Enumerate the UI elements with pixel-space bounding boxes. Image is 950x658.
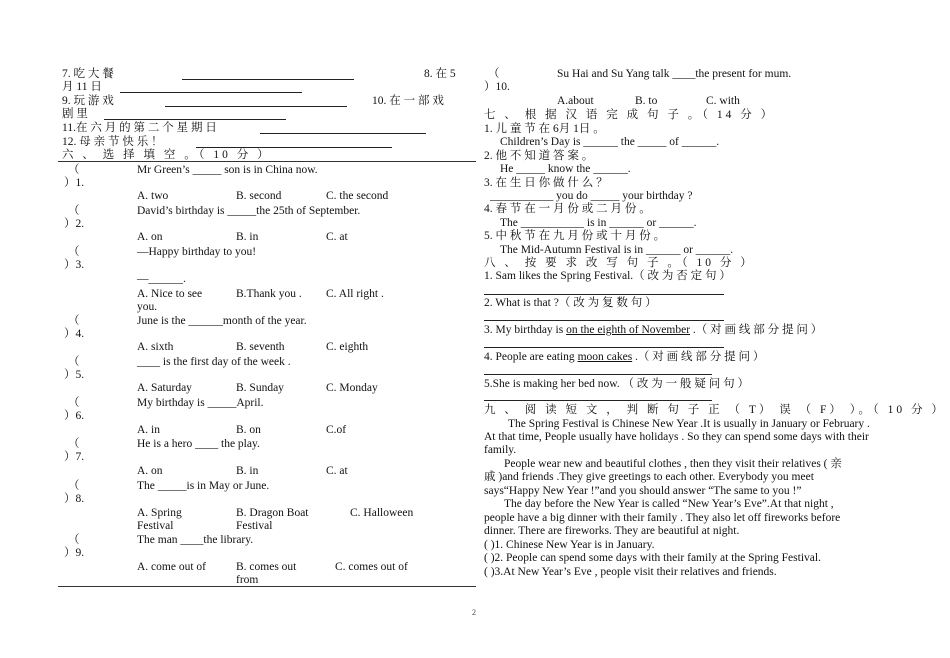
q3-option-a-cont: you. [137, 301, 158, 313]
s7-item-4-chinese: 4. 春 节 在 一 月 份 或 二 月 份 。 [484, 203, 651, 215]
s8-item-1: 1. Sam likes the Spring Festival.（ 改 为 否 定 句 ） [484, 270, 731, 282]
q7-option-a: A. on [137, 465, 163, 477]
item-8-answer-line [120, 92, 302, 93]
s7-item-5-english: The Mid-Autumn Festival is in ______ or ______. [500, 244, 734, 256]
s7-item-5-chinese: 5. 中 秋 节 在 九 月 份 或 十 月 份 。 [484, 230, 666, 242]
s8-item-3-pre: 3. My birthday is [484, 324, 567, 336]
s8-item-4-underlined: moon cakes [577, 351, 633, 363]
q2-option-b: B. in [236, 231, 259, 243]
q8-option-b: B. Dragon Boat [236, 507, 309, 519]
q10-stem: Su Hai and Su Yang talk ____the present for mum. [557, 68, 792, 80]
q3-number: ）3. [64, 259, 85, 271]
s8-item-5: 5.She is making her bed now. （ 改 为 一 般 疑 问 句 ） [484, 378, 750, 390]
q1-number: ）1. [64, 177, 85, 189]
item-10-label-cont: 剧 里 [62, 108, 88, 120]
item-8-label: 8. 在 5 [424, 68, 456, 80]
q2-stem: David’s birthday is _____the 25th of September. [137, 205, 361, 217]
q3-paren: （ [68, 246, 80, 258]
q4-stem: June is the ______month of the year. [137, 315, 307, 327]
judge-item-1: ( )1. Chinese New Year is in January. [484, 539, 655, 551]
q8-option-a: A. Spring [137, 507, 182, 519]
s8-item-3 [484, 324, 822, 337]
s7-item-1-chinese: 1. 儿 童 节 在 6月 1日 。 [484, 123, 605, 135]
q1-option-a: A. two [137, 190, 169, 202]
q4-option-b: B. seventh [236, 341, 285, 353]
q9-option-b-cont: from [236, 574, 259, 586]
item-10-label: 10. 在 一 部 戏 [372, 95, 444, 107]
s8-item-4-answer-line [484, 374, 712, 375]
q5-stem: ____ is the first day of the week . [137, 356, 291, 368]
q6-option-a: A. in [137, 424, 160, 436]
s7-item-2-english: He _____ know the ______. [500, 163, 631, 175]
q8-number: ）8. [64, 493, 85, 505]
q9-option-c: C. comes out of [335, 561, 408, 573]
q4-number: ）4. [64, 328, 85, 340]
item-10-answer-line [104, 119, 286, 120]
q7-paren: （ [68, 438, 80, 450]
q10-option-c: C. with [706, 95, 740, 107]
s7-item-4-english: The ___________ is in ______ or ______. [500, 217, 697, 229]
s8-item-4 [484, 351, 764, 364]
item-11-label: 11.在 六 月 的 第 二 个 星 期 日 [62, 122, 217, 134]
item-9-answer-line [165, 106, 347, 107]
section-9-title: 九 、 阅 读 短 文 ， 判 断 句 子 正 （ T） 误 （ F） ）。（ 10 分 ） [484, 404, 946, 416]
q10-number: ）10. [484, 81, 510, 93]
passage-line-2: At that time, People usually have holidays . So they can spend some days with their [484, 431, 869, 443]
q8-option-b-cont: Festival [236, 520, 273, 532]
q1-option-b: B. second [236, 190, 282, 202]
passage-line-1: The Spring Festival is Chinese New Year .It is usually in January or February . [508, 418, 870, 430]
q3-option-a: A. Nice to see [137, 288, 203, 300]
q1-paren: （ [68, 164, 80, 176]
q6-paren: （ [68, 397, 80, 409]
q9-number: ）9. [64, 547, 85, 559]
q6-option-b: B. on [236, 424, 261, 436]
s8-item-4-pre: 4. People are eating [484, 351, 578, 363]
q3-option-b: B.Thank you . [236, 288, 302, 300]
s7-item-2-chinese: 2. 他 不 知 道 答 案 。 [484, 150, 594, 162]
passage-line-6: says“Happy New Year !”and you should answer “The same to you !” [484, 485, 802, 497]
s8-item-2-answer-line [484, 320, 724, 321]
judge-item-3: ( )3.At New Year’s Eve , people visit their relatives and friends. [484, 566, 777, 578]
q10-option-b: B. to [635, 95, 658, 107]
s7-item-3-chinese: 3. 在 生 日 你 做 什 么 ？ [484, 177, 608, 189]
q6-stem: My birthday is _____April. [137, 397, 264, 409]
q4-option-a: A. sixth [137, 341, 174, 353]
q1-option-c: C. the second [326, 190, 389, 202]
q3-stem-reply: —______. [137, 273, 186, 285]
q10-option-a: A.about [557, 95, 594, 107]
q5-option-b: B. Sunday [236, 382, 284, 394]
q3-stem: —Happy birthday to you! [137, 246, 257, 258]
section-6-title: 六 、 选 择 填 空 。（ 10 分 ） [62, 149, 272, 161]
s7-item-3-english: ___________ you do _____ your birthday ? [490, 190, 693, 202]
passage-line-5: 戚 )and friends .They give greetings to each other. Everybody you meet [484, 471, 814, 483]
q10-paren: （ [488, 68, 500, 80]
page-number: 2 [472, 608, 476, 617]
q4-option-c: C. eighth [326, 341, 369, 353]
s8-item-5-answer-line [484, 400, 712, 401]
passage-line-7: The day before the New Year is called “New Year’s Eve”.At that night , [504, 498, 834, 510]
item-12-answer-line [196, 147, 392, 148]
q7-number: ）7. [64, 451, 85, 463]
passage-line-3: family. [484, 444, 517, 456]
s8-item-4-post: .（ 对 画 线 部 分 提 问 ） [632, 351, 765, 363]
section-8-title: 八 、 按 要 求 改 写 句 子 。（ 10 分 ） [484, 257, 755, 269]
s8-item-3-answer-line [484, 347, 724, 348]
passage-line-9: dinner. There are fireworks. They are beautiful at night. [484, 525, 740, 537]
q8-paren: （ [68, 480, 80, 492]
s8-item-1-answer-line [484, 294, 724, 295]
q4-paren: （ [68, 315, 80, 327]
q9-option-b: B. comes out [236, 561, 297, 573]
section-7-title: 七 、 根 据 汉 语 完 成 句 子 。（ 14 分 ） [484, 109, 776, 121]
passage-line-4: People wear new and beautiful clothes , then they visit their relatives ( 亲 [504, 458, 842, 470]
q8-option-a-cont: Festival [137, 520, 174, 532]
q7-option-b: B. in [236, 465, 259, 477]
q2-paren: （ [68, 205, 80, 217]
q6-number: ）6. [64, 410, 85, 422]
q9-paren: （ [68, 534, 80, 546]
q3-option-c: C. All right . [326, 288, 384, 300]
q5-option-c: C. Monday [326, 382, 378, 394]
q8-stem: The _____is in May or June. [137, 480, 270, 492]
q2-number: ）2. [64, 218, 85, 230]
q6-option-c: C.of [326, 424, 347, 436]
item-8-label-cont: 月 11 日 [62, 81, 102, 93]
q2-option-a: A. on [137, 231, 163, 243]
s8-item-3-underlined: on the eighth of November [566, 324, 691, 336]
q1-stem: Mr Green’s _____ son is in China now. [137, 164, 318, 176]
q8-option-c: C. Halloween [350, 507, 414, 519]
s7-item-1-english: Children’s Day is ______ the _____ of ______. [500, 136, 720, 148]
q9-stem: The man ____the library. [137, 534, 254, 546]
item-11-answer-line [260, 133, 426, 134]
q5-option-a: A. Saturday [137, 382, 192, 394]
q5-number: ）5. [64, 369, 85, 381]
section-6-rule [58, 161, 476, 162]
item-7-label: 7. 吃 大 餐 [62, 68, 114, 80]
q2-option-c: C. at [326, 231, 348, 243]
q7-stem: He is a hero ____ the play. [137, 438, 260, 450]
q5-paren: （ [68, 356, 80, 368]
s8-item-3-post: .（ 对 画 线 部 分 提 问 ） [690, 324, 823, 336]
item-7-answer-line [182, 79, 354, 80]
q7-option-c: C. at [326, 465, 348, 477]
item-12-label: 12. 母 亲 节 快 乐 ！ [62, 136, 163, 148]
passage-line-8: people have a big dinner with their family . They also let off fireworks before [484, 512, 841, 524]
judge-item-2: ( )2. People can spend some days with their family at the Spring Festival. [484, 552, 821, 564]
s8-item-2: 2. What is that ?（ 改 为 复 数 句 ） [484, 297, 657, 309]
left-column-bottom-rule [58, 586, 476, 587]
item-9-label: 9. 玩 游 戏 [62, 95, 114, 107]
q9-option-a: A. come out of [137, 561, 206, 573]
